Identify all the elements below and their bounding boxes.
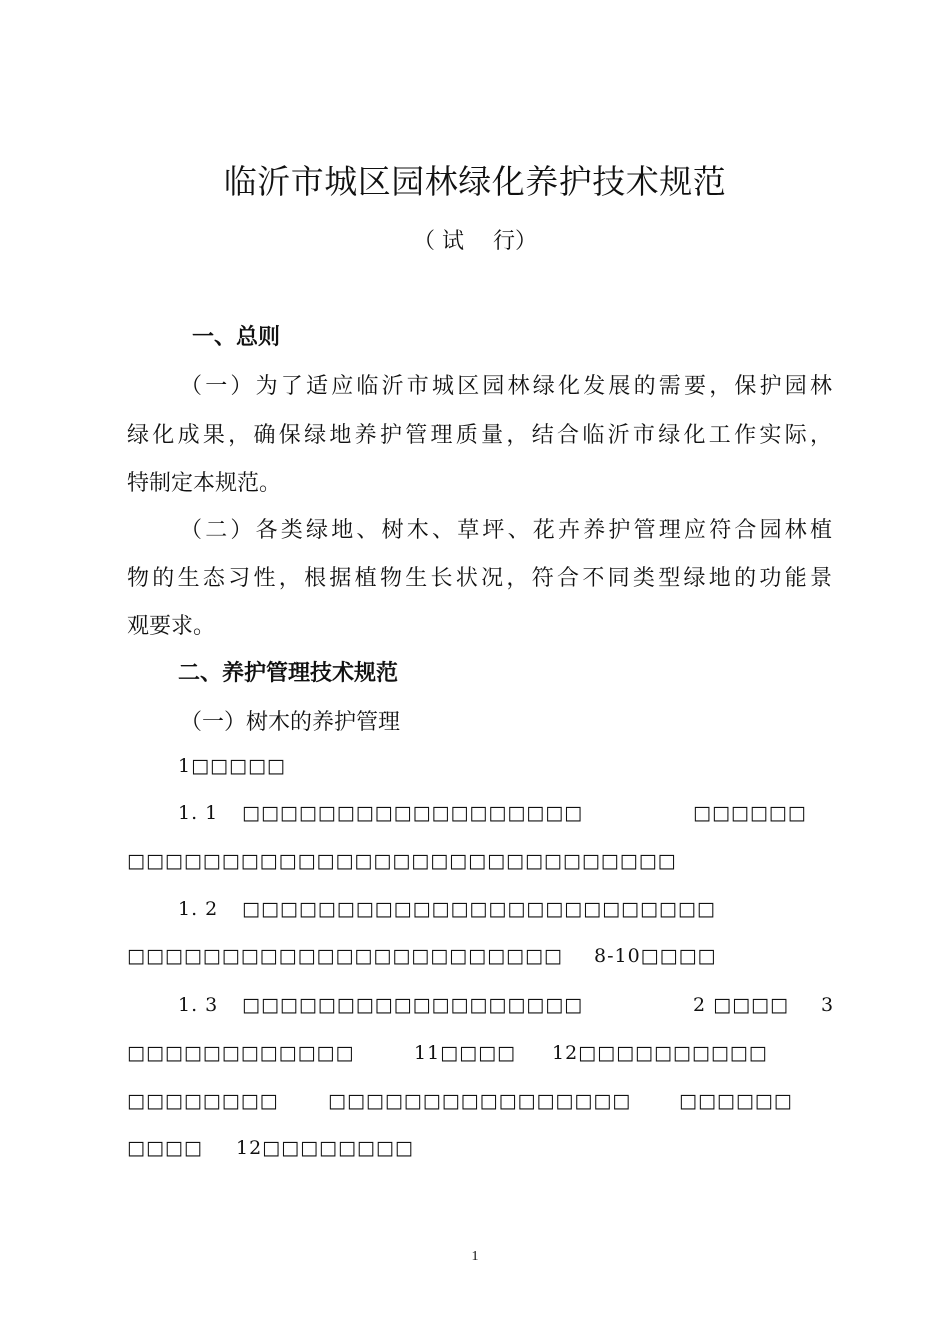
item-1-1-text: □□□□□□□□□□□□□□□□□□ xyxy=(242,802,584,824)
item-1-2-number: 1. 2 xyxy=(178,898,219,920)
item-1-3-line-2-end: 12□□□□□□□□□□ xyxy=(552,1042,768,1064)
document-title: 临沂市城区园林绿化养护技术规范 xyxy=(223,162,727,201)
section-heading-general: 一、总则 xyxy=(192,325,281,350)
item-1-3-line-2-mid: 11□□□□ xyxy=(414,1042,516,1064)
item-1-3-text-end: 3 xyxy=(821,994,835,1016)
document-subtitle: （ 试 行） xyxy=(413,229,537,254)
section-heading-maintenance: 二、养护管理技术规范 xyxy=(178,661,399,686)
item-1-3-line-3-mid: □□□□□□□□□□□□□□□□ xyxy=(328,1090,632,1112)
item-1-3-line-3-end: □□□□□□ xyxy=(679,1090,793,1112)
item-1-3-line-2: □□□□□□□□□□□□ xyxy=(127,1042,355,1064)
paragraph-1-line-3: 特制定本规范。 xyxy=(127,471,282,496)
paragraph-1-line-2: 绿化成果，确保绿地养护管理质量，结合临沂市绿化工作实际， xyxy=(127,423,832,448)
paragraph-2-line-1: （二）各类绿地、树木、草坪、花卉养护管理应符合园林植 xyxy=(180,518,832,543)
item-1-3-text-mid: 2 □□□□ xyxy=(693,994,789,1016)
paragraph-1-line-1: （一）为了适应临沂市城区园林绿化发展的需要，保护园林 xyxy=(180,374,832,399)
paragraph-2-line-3: 观要求。 xyxy=(127,614,216,639)
item-1-3-line-4-end: 12□□□□□□□□ xyxy=(236,1137,414,1159)
page-number: 1 xyxy=(471,1249,479,1264)
item-1-2-text: □□□□□□□□□□□□□□□□□□□□□□□□□ xyxy=(242,898,716,920)
item-1-heading: 1□□□□□ xyxy=(178,755,286,777)
item-1-1-text-end: □□□□□□ xyxy=(693,802,807,824)
item-1-2-line-2-end: 8-10□□□□ xyxy=(594,945,717,967)
item-1-3-line-3: □□□□□□□□ xyxy=(127,1090,279,1112)
item-1-3-number: 1. 3 xyxy=(178,994,219,1016)
subsection-heading-trees: （一）树木的养护管理 xyxy=(180,710,401,735)
paragraph-2-line-2: 物的生态习性，根据植物生长状况，符合不同类型绿地的功能景 xyxy=(127,566,832,591)
item-1-1-line-2: □□□□□□□□□□□□□□□□□□□□□□□□□□□□□ xyxy=(127,850,677,872)
item-1-3-line-4: □□□□ xyxy=(127,1137,203,1159)
item-1-2-line-2: □□□□□□□□□□□□□□□□□□□□□□□ xyxy=(127,945,563,967)
item-1-3-text: □□□□□□□□□□□□□□□□□□ xyxy=(242,994,584,1016)
item-1-1-number: 1. 1 xyxy=(178,802,219,824)
